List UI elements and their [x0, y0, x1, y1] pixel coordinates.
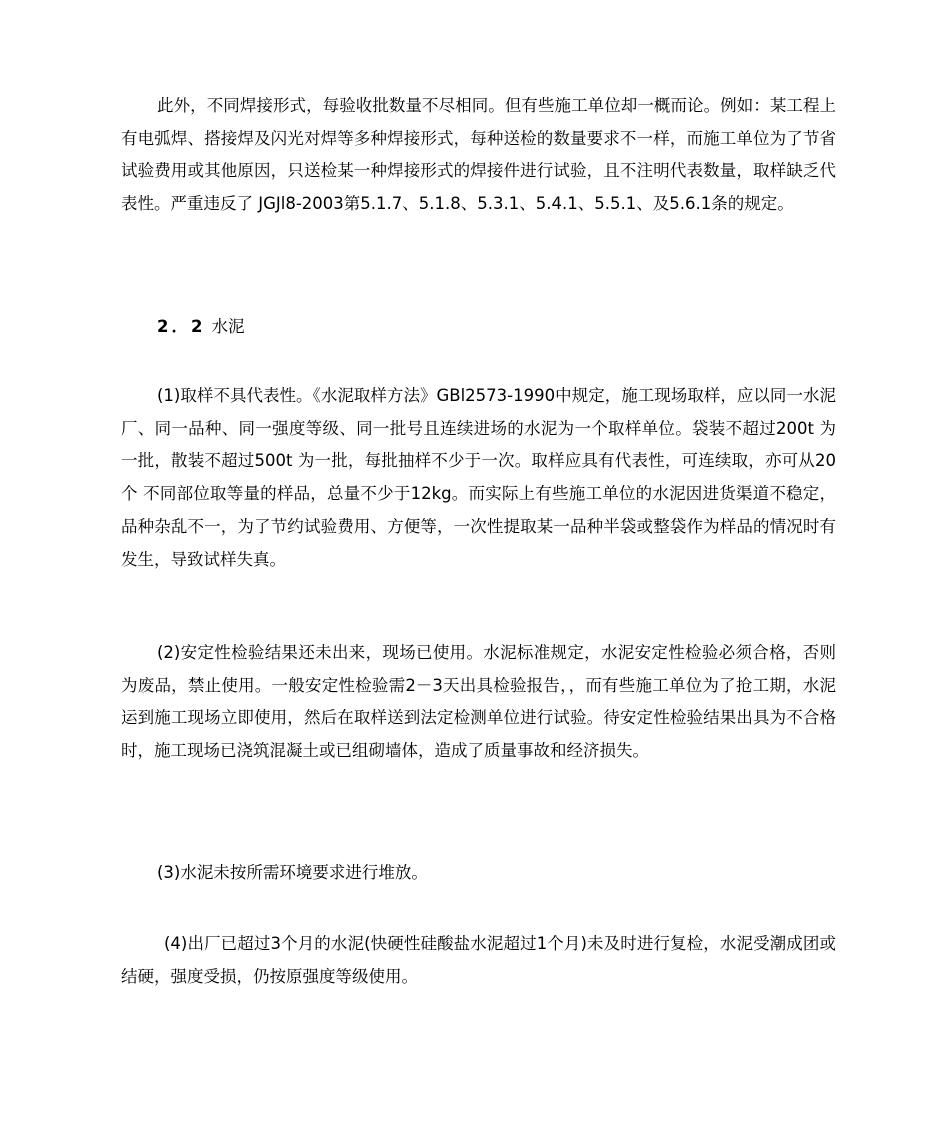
paragraph-storage: (3)水泥未按所需环境要求进行堆放。 — [157, 863, 428, 882]
section-title: 水泥 — [211, 317, 245, 336]
paragraph-expired-cement: (4)出厂已超过3个月的水泥(快硬性硅酸盐水泥超过1个月)未及时进行复检，水泥受潮成团或结硬，强度受损，仍按原强度等级使用。 — [121, 934, 836, 986]
paragraph-soundness: (2)安定性检验结果还未出来，现场已使用。水泥标准规定，水泥安定性检验必须合格，否则为废品，禁止使用。一般安定性检验需2－3天出具检验报告，，而有些施工单位为了抢工期，水泥运到施工现场立即使用，然后在取样送到法定检测单位进行试验。待安定性检验结果出具为不合格时，施工现场已浇筑混凝土或已组砌墙体，造成了质量事故和经济损失。 — [121, 643, 836, 761]
paragraph-sampling: (1)取样不具代表性。《水泥取样方法》GBl2573-1990中规定，施工现场取样，应以同一水泥厂、同一品种、同一强度等级、同一批号且连续进场的水泥为一个取样单位。袋装不超过200t 为一批，散装不超过500t 为一批，每批抽样不少于一次。取样应具有代表性，可连续取，亦可从20个 不同部位取等量的样品，总量不少于12kg。而实际上有些施工单位的水泥因进货渠道不稳定，品种杂乱不一，为了节约试验费用、方便等，一次性提取某一品种半袋或整袋作为样品的情况时有发生，导致试样失真。 — [121, 386, 836, 569]
section-number: 2．2 — [157, 317, 206, 336]
paragraph-welding-batches: 此外，不同焊接形式，每验收批数量不尽相同。但有些施工单位却一概而论。例如：某工程上有电弧焊、搭接焊及闪光对焊等多种焊接形式，每种送检的数量要求不一样，而施工单位为了节省试验费用或其他原因，只送检某一种焊接形式的焊接件进行试验，且不注明代表数量，取样缺乏代表性。严重违反了 JGJl8-2003第5.1.7、5.1.8、5.3.1、5.4.1、5.5.1、及5.6.1条的规定。 — [121, 96, 836, 214]
section-heading — [157, 315, 244, 339]
